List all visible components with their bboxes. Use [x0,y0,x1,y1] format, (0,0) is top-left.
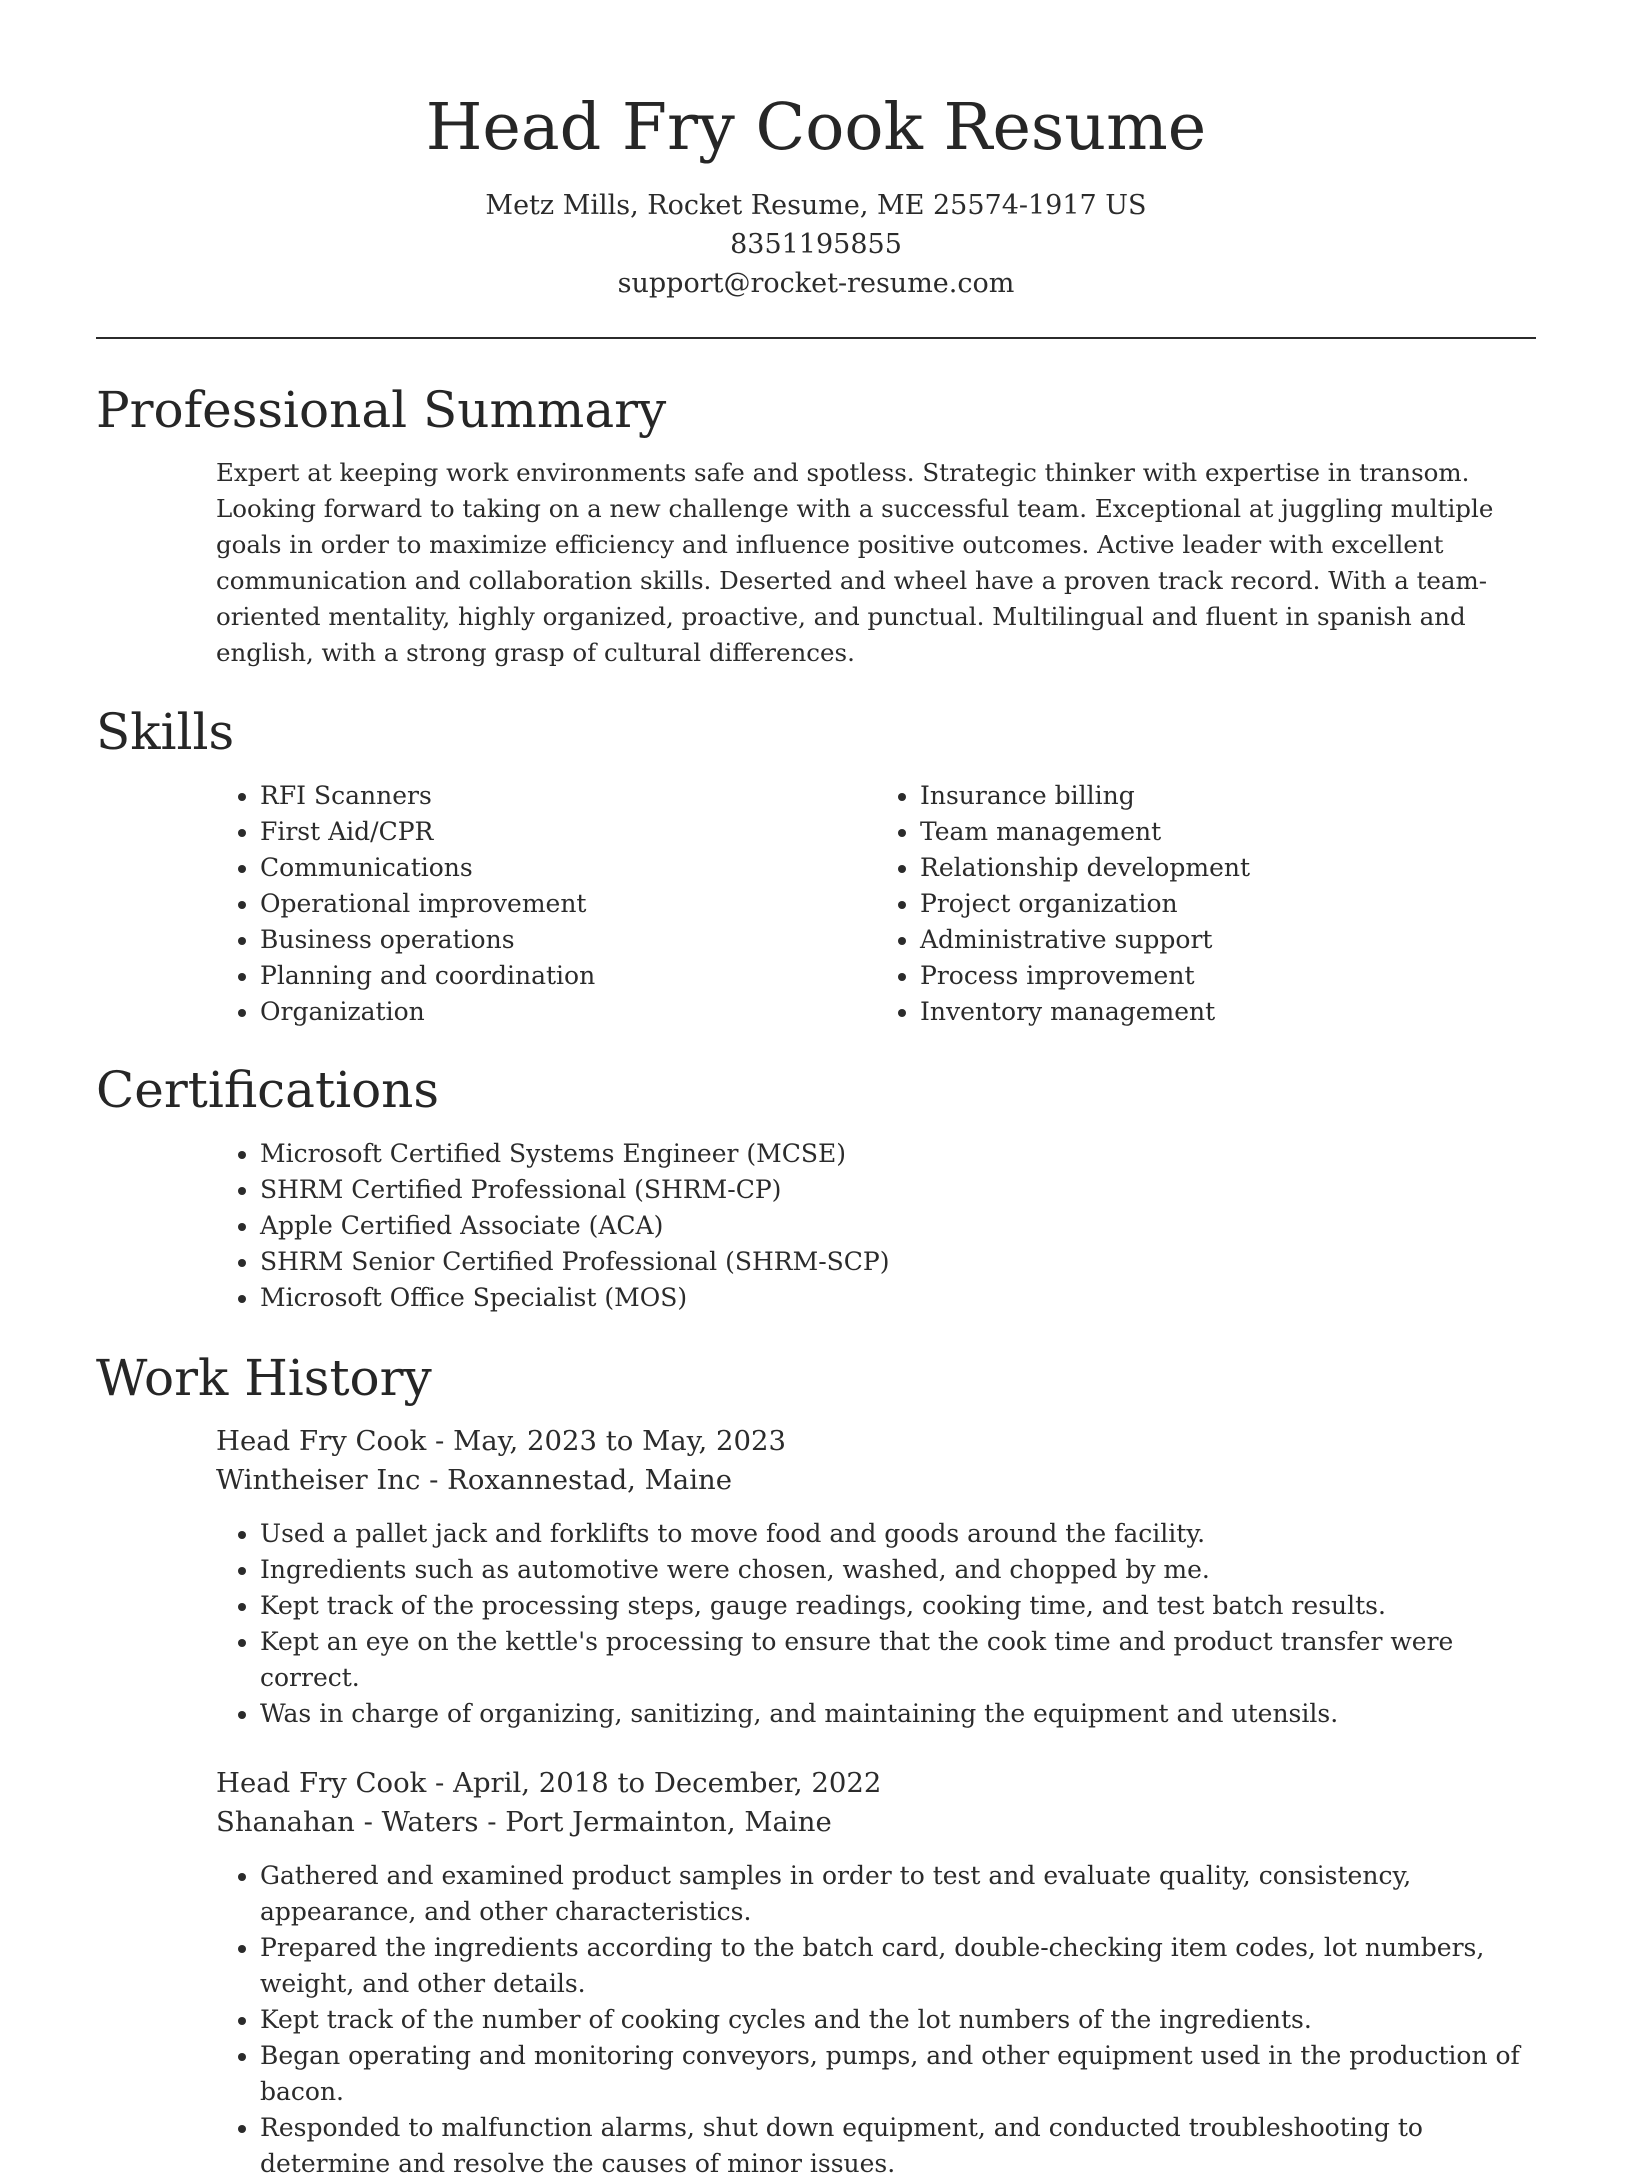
certifications-section [96,1060,1536,1316]
list-item: • Microsoft Certified Systems Engineer (MCSE) [260,1136,1536,1172]
list-item: • Responded to malfunction alarms, shut down equipment, and conducted troubleshooting to determine and resolve the causes of minor issues. [260,2110,1534,2182]
job-bullets [216,1516,1536,1732]
address-line: Metz Mills, Rocket Resume, ME 25574-1917 US [485,190,1147,221]
job-company-line: Wintheiser Inc - Roxannestad, Maine [216,1464,732,1496]
header-divider [96,337,1536,339]
certifications-list [216,1136,1536,1316]
list-item: • Kept track of the processing steps, gauge readings, cooking time, and test batch results. [260,1588,1534,1624]
list-item: • RFI Scanners [260,778,876,814]
list-item: • Kept an eye on the kettle's processing to ensure that the cook time and product transfer were correct. [260,1624,1534,1696]
list-item: • SHRM Certified Professional (SHRM-CP) [260,1172,1536,1208]
list-item: • Planning and coordination [260,958,876,994]
certifications-heading: Certifications [96,1061,440,1119]
list-item: • Used a pallet jack and forklifts to move food and goods around the facility. [260,1516,1534,1552]
list-item: • Organization [260,994,876,1030]
summary-section [96,380,1536,671]
job-title-line: Head Fry Cook - May, 2023 to May, 2023 [216,1425,786,1457]
list-item: • Business operations [260,922,876,958]
list-item: • Team management [920,814,1536,850]
skills-list-left [216,778,876,1030]
list-item: • Operational improvement [260,886,876,922]
skills-section [96,702,1536,1030]
list-item: • Apple Certified Associate (ACA) [260,1208,1536,1244]
contact-block [96,186,1536,303]
list-item: • Began operating and monitoring conveyors, pumps, and other equipment used in the production of bacon. [260,2038,1534,2110]
list-item: • Process improvement [920,958,1536,994]
list-item: • Inventory management [920,994,1536,1030]
phone-line: 8351195855 [730,229,902,260]
list-item: • Gathered and examined product samples in order to test and evaluate quality, consistency, appearance, and other characteristics. [260,1858,1534,1930]
work-history-section [96,1348,1536,2182]
skills-columns [216,778,1536,1030]
job-entry [216,1764,1536,2182]
skills-heading: Skills [96,703,235,761]
email-line: support@rocket-resume.com [617,268,1015,299]
list-item: • Communications [260,850,876,886]
work-history-heading: Work History [96,1349,432,1407]
list-item: • Was in charge of organizing, sanitizing, and maintaining the equipment and utensils. [260,1696,1534,1732]
list-item: • First Aid/CPR [260,814,876,850]
list-item: • Prepared the ingredients according to the batch card, double-checking item codes, lot numbers, weight, and other details. [260,1930,1534,2002]
skills-list-right [876,778,1536,1030]
job-title-line: Head Fry Cook - April, 2018 to December, 2022 [216,1767,882,1799]
summary-text: Expert at keeping work environments safe and spotless. Strategic thinker with expertise in transom. Looking forward to taking on a new challenge with a successful team. Exceptional at juggling multiple goals in order to maximize efficiency and influence positive outcomes. Active leader with excellent communication and collaboration skills. Deserted and wheel have a proven track record. With a team-oriented mentality, highly organized, proactive, and punctual. Multilingual and fluent in spanish and english, with a strong grasp of cultural differences. [216,458,1494,667]
resume-page [96,0,1536,2178]
list-item: • Ingredients such as automotive were chosen, washed, and chopped by me. [260,1552,1534,1588]
list-item: • Project organization [920,886,1536,922]
list-item: • Microsoft Office Specialist (MOS) [260,1280,1536,1316]
job-company-line: Shanahan - Waters - Port Jermainton, Maine [216,1806,832,1838]
list-item: • SHRM Senior Certified Professional (SHRM-SCP) [260,1244,1536,1280]
summary-heading: Professional Summary [96,381,667,439]
list-item: • Administrative support [920,922,1536,958]
list-item: • Relationship development [920,850,1536,886]
list-item: • Insurance billing [920,778,1536,814]
resume-title: Head Fry Cook Resume [425,90,1207,165]
job-bullets [216,1858,1536,2182]
list-item: • Kept track of the number of cooking cycles and the lot numbers of the ingredients. [260,2002,1534,2038]
job-entry [216,1422,1536,1732]
